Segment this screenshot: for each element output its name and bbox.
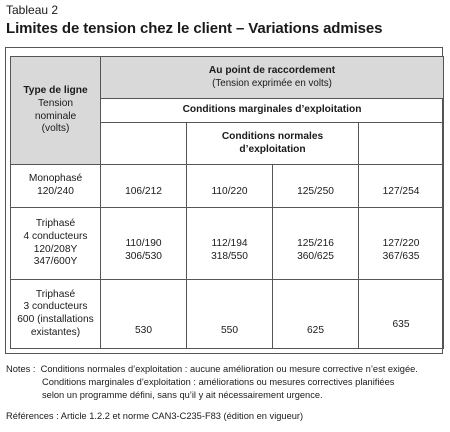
line-type-text: Monophasé: [28, 173, 83, 185]
line-type-cell: [11, 165, 101, 208]
table-row: [11, 165, 444, 208]
normal-conditions-header: [187, 123, 359, 165]
value-cell: 550: [187, 280, 273, 349]
value-cell: [101, 208, 187, 280]
value-text: 110/190: [125, 237, 162, 249]
value-text: 127/220: [382, 237, 420, 249]
connection-point-header: [101, 57, 444, 99]
empty-header-cell: [101, 123, 187, 165]
line-type-header: [11, 57, 101, 165]
value-cell: [187, 208, 273, 280]
line-type-text: 600 (installations: [17, 314, 94, 325]
value-text: 125/216: [297, 237, 334, 249]
line-type-header-label: Type de ligne: [23, 85, 88, 96]
table-caption: Tableau 2: [6, 3, 59, 17]
empty-header-cell: [359, 123, 444, 165]
value-text: 367/635: [382, 250, 420, 262]
value-cell: 106/212: [101, 165, 187, 208]
notes-text: Conditions normales d’exploitation : aucune amélioration ou mesure corrective n’est exigée.: [40, 364, 418, 374]
line-type-text: Triphasé: [35, 288, 76, 300]
line-type-text: 4 conducteurs: [23, 230, 88, 242]
voltage-limits-table: [10, 56, 444, 349]
line-type-text: 347/600Y: [33, 256, 78, 268]
line-type-header-sub: Tension: [37, 97, 74, 109]
line-type-text: 120/208Y: [33, 243, 78, 255]
value-text: 360/625: [297, 250, 334, 262]
line-type-header-sub: (volts): [41, 123, 70, 135]
normal-conditions-label: d’exploitation: [239, 143, 306, 155]
notes-line: Conditions marginales d’exploitation : améliorations ou mesures correctives planifiées: [42, 377, 395, 387]
references: Références : Article 1.2.2 et norme CAN3-C235-F83 (édition en vigueur): [6, 411, 304, 421]
notes-label: Notes :: [6, 364, 36, 374]
value-cell: 125/250: [273, 165, 359, 208]
normal-conditions-label: Conditions normales: [221, 130, 324, 142]
notes-line: [6, 363, 418, 376]
value-cell: 110/220: [187, 165, 273, 208]
table-row: [11, 280, 444, 349]
line-type-cell: [11, 208, 101, 280]
value-text: 306/530: [125, 250, 162, 262]
connection-point-label: Au point de raccordement: [208, 65, 336, 76]
line-type-cell: [11, 280, 101, 349]
line-type-text: 3 conducteurs: [23, 301, 88, 313]
value-cell: 127/254: [359, 165, 444, 208]
value-text: 112/194: [211, 237, 248, 249]
line-type-text: existantes): [30, 326, 81, 338]
line-type-text: 120/240: [37, 186, 74, 197]
notes-line: selon un programme défini, sans qu’il y ait nécessairement urgence.: [42, 390, 323, 400]
marginal-conditions-header: Conditions marginales d’exploitation: [101, 99, 444, 123]
value-cell: 625: [273, 280, 359, 349]
line-type-header-sub: nominale: [34, 110, 77, 122]
page-title: Limites de tension chez le client – Variations admises: [6, 20, 383, 37]
line-type-text: Triphasé: [35, 218, 76, 229]
value-cell: 635: [359, 280, 444, 349]
value-cell: [273, 208, 359, 280]
notes-block: [6, 363, 418, 402]
table-row: [11, 208, 444, 280]
value-cell: 530: [101, 280, 187, 349]
value-cell: [359, 208, 444, 280]
value-text: 318/550: [211, 250, 248, 262]
connection-point-unit: (Tension exprimée en volts): [212, 77, 332, 89]
